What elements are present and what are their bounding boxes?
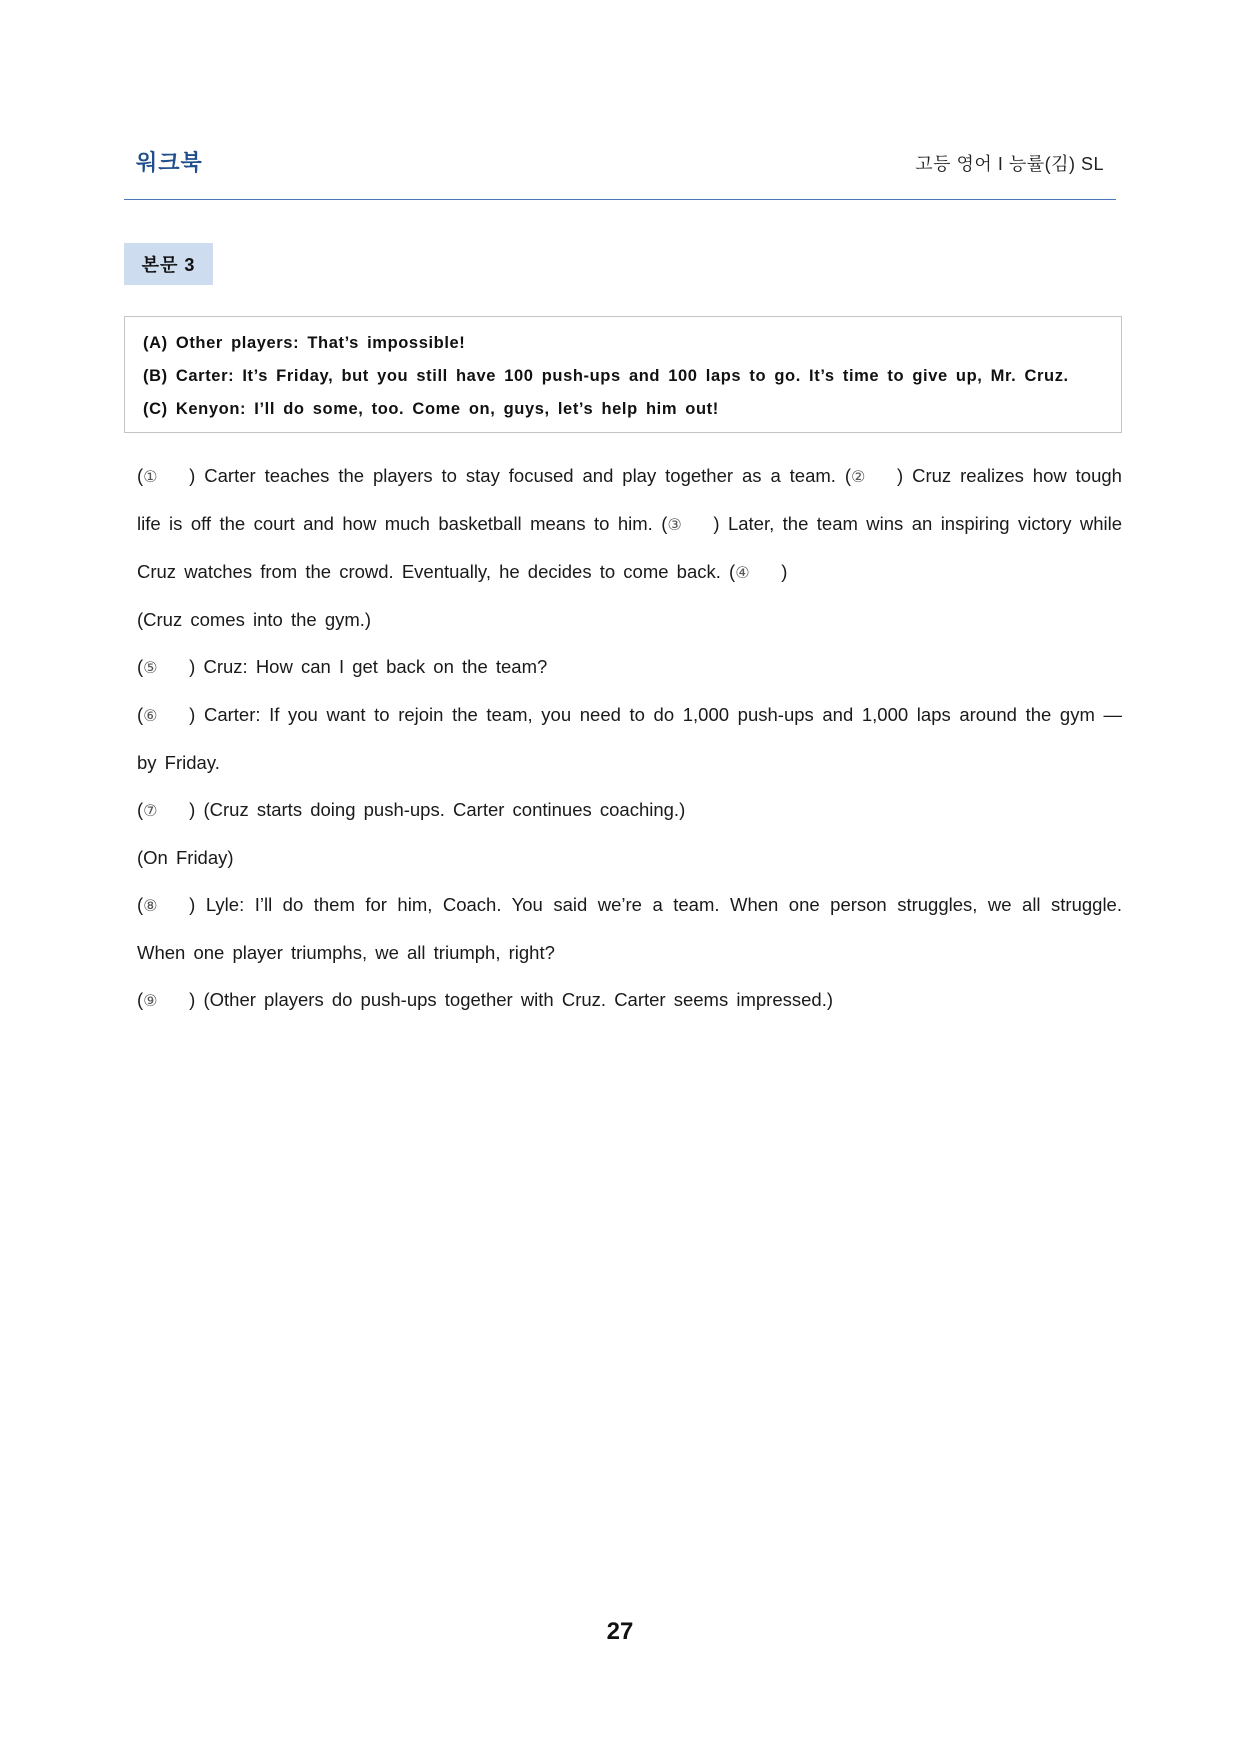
dialogue-line-6: (⑥ ) Carter: If you want to rejoin the team, you need to do 1,000 push-ups and 1,000 laps around the gym — by Friday. — [118, 691, 1122, 786]
dialogue-line-8: (⑧ ) Lyle: I’ll do them for him, Coach. You said we’re a team. When one person struggles, we all struggle. When one player triumphs, we all triumph, right? — [118, 881, 1122, 976]
sentence-c: (C) Kenyon: I’ll do some, too. Come on, guys, let’s help him out! — [143, 400, 719, 418]
marker-8: ⑧ — [143, 896, 158, 915]
marker-3: ③ — [667, 515, 682, 534]
passage-text-1: Carter teaches the players to stay focused and play together as a team. — [204, 465, 836, 486]
line-text-5: Cruz: How can I get back on the team? — [203, 656, 548, 677]
stage-direction: (On Friday) — [137, 847, 234, 868]
marker-2: ② — [851, 467, 866, 486]
workbook-title: 워크북 — [136, 150, 203, 175]
sentence-b: (B) Carter: It’s Friday, but you still have 100 push-ups and 100 laps to go. It’s time to give up, Mr. Cruz. — [143, 367, 1069, 385]
page-number: 27 — [606, 1618, 634, 1645]
header-divider — [124, 199, 1116, 200]
passage-text-2: Cruz realizes how tough life is off the court and how much basketball means to him. — [137, 465, 1122, 534]
paragraph-intro: (① ) Carter teaches the players to stay focused and play together as a team. (② ) Cruz realizes how tough life is off the court and how much basketball means to him. (③ ) Later, the team wins an inspiring victory while Cruz watches from the crowd. Eventually, he decides to come back. (④ ) — [118, 452, 1122, 596]
marker-7: ⑦ — [143, 801, 158, 820]
line-text-9: (Other players do push-ups together with Cruz. Carter seems impressed.) — [203, 989, 833, 1010]
line-text-7: (Cruz starts doing push-ups. Carter continues coaching.) — [203, 799, 686, 820]
marker-4: ④ — [735, 563, 750, 582]
passage — [118, 452, 1122, 1024]
dialogue-line-5: (⑤ ) Cruz: How can I get back on the team? — [118, 643, 1122, 691]
passage-text-3: Later, the team wins an inspiring victory while Cruz watches from the crowd. Eventually, he decides to come back. — [137, 513, 1123, 582]
marker-1: ① — [143, 467, 158, 486]
sentence-a: (A) Other players: That’s impossible! — [143, 334, 466, 352]
line-text-8: Lyle: I’ll do them for him, Coach. You said we’re a team. When one person struggles, we all struggle. When one player triumphs, we all triumph, right? — [137, 894, 1122, 963]
sentence-box — [124, 316, 1122, 433]
dialogue-line-7: (⑦ ) (Cruz starts doing push-ups. Carter continues coaching.) — [118, 786, 1122, 834]
dialogue-line-9: (⑨ ) (Other players do push-ups together with Cruz. Carter seems impressed.) — [118, 976, 1122, 1024]
stage-direction: (Cruz comes into the gym.) — [137, 609, 372, 630]
textbook-subject: 고등 영어 I 능률(김) SL — [915, 154, 1104, 174]
line-text-6: Carter: If you want to rejoin the team, you need to do 1,000 push-ups and 1,000 laps around the gym — by Friday. — [137, 704, 1122, 773]
marker-9: ⑨ — [143, 991, 158, 1010]
marker-6: ⑥ — [143, 706, 158, 725]
section-badge: 본문 3 — [124, 243, 213, 285]
marker-5: ⑤ — [143, 658, 158, 677]
